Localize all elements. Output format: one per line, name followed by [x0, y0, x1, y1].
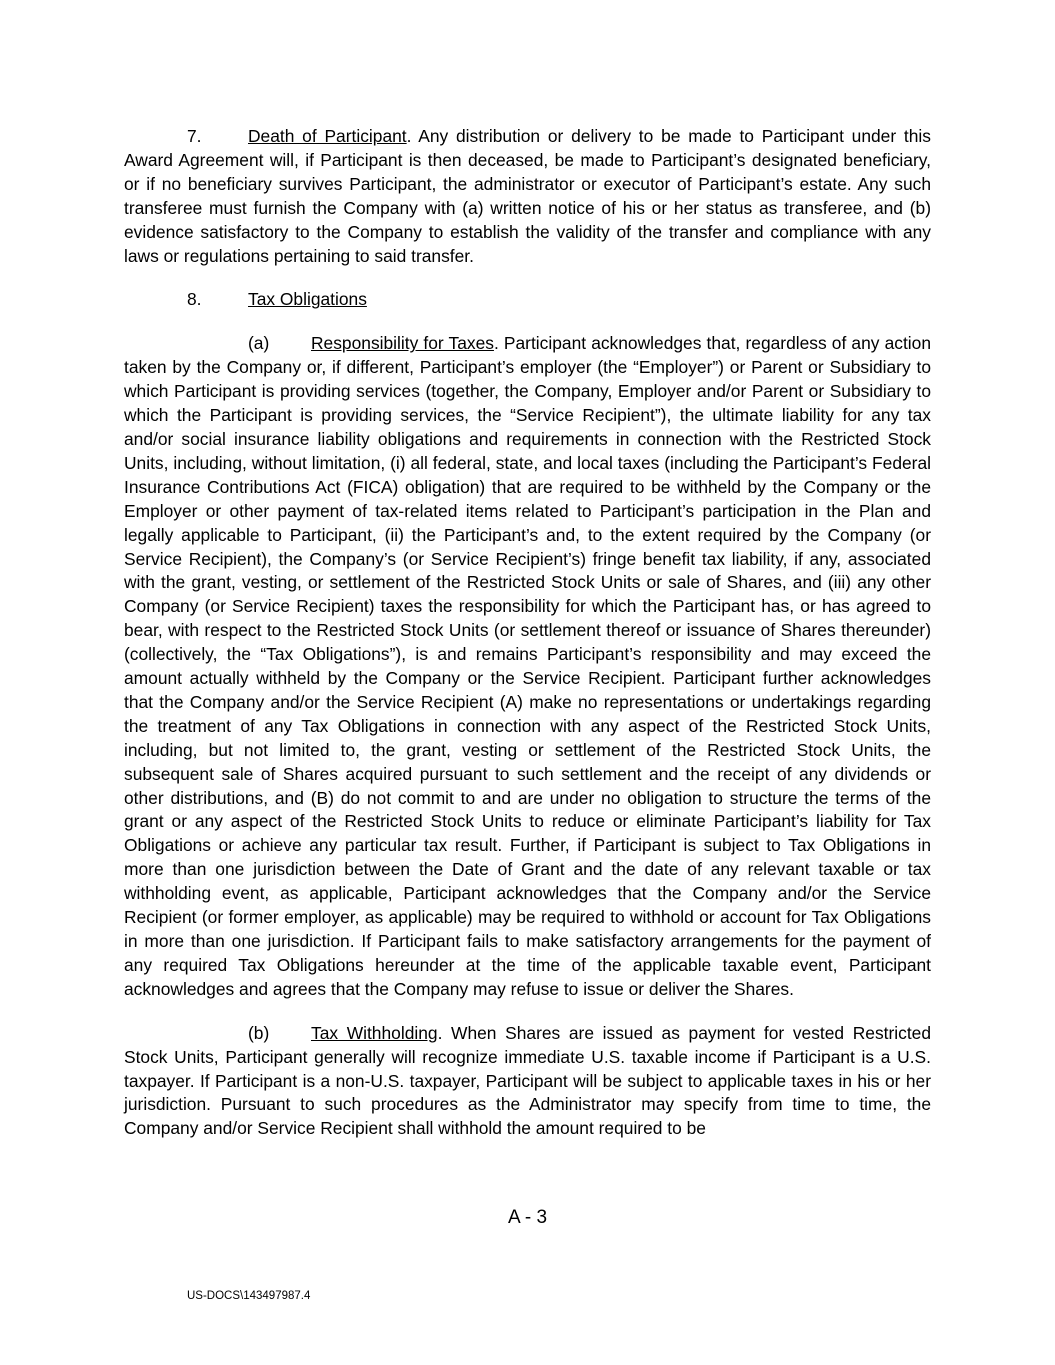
section-8b-text: . When Shares are issued as payment for vested Restricted Stock Units, Participant generally will recognize immediate U.S. taxable income if Participant is a U.S. taxpayer. If Participant is a non-U.S. taxpayer, Participant will be subject to applicable taxes in his or her jurisdiction. Pursuant to such procedures as the Administrator may specify from time to time, the Company and/or Service Recipient shall withhold the amount required to be — [124, 1022, 931, 1139]
document-body — [124, 125, 931, 1161]
section-8b-label: (b) — [248, 1022, 270, 1043]
section-8a-text: . Participant acknowledges that, regardless of any action taken by the Company or, if different, Participant’s employer (the “Employer”) or Parent or Subsidiary to which Participant is providing services (together, the Company, Employer and/or Parent or Subsidiary to which the Participant is providing services, the “Service Recipient”), the ultimate liability for any tax and/or social insurance liability obligations and requirements in connection with the Restricted Stock Units, including, without limitation, (i) all federal, state, and local taxes (including the Participant’s Federal Insurance Contributions Act (FICA) obligation) that are required to be withheld by the Company or the Employer or other payment of tax-related items related to Participant’s participation in the Plan and legally applicable to Participant, (ii) the Participant’s and, to the extent required by the Company (or Service Recipient), the Company’s (or Service Recipient’s) fringe benefit tax liability, if any, associated with the grant, vesting, or settlement of the Restricted Stock Units or sale of Shares, and (iii) any other Company (or Service Recipient) taxes the responsibility for which the Participant has, or has agreed to bear, with respect to the Restricted Stock Units (or settlement thereof or issuance of Shares thereunder) (collectively, the “Tax Obligations”), is and remains Participant’s responsibility and may exceed the amount actually withheld by the Company or the Service Recipient. Participant further acknowledges that the Company and/or the Service Recipient (A) make no representations or undertakings regarding the treatment of any Tax Obligations in connection with any aspect of the Restricted Stock Units, including, but not limited to, the grant, vesting or settlement of the Restricted Stock Units, the subsequent sale of Shares acquired pursuant to such settlement and the receipt of any dividends or other distributions, and (B) do not commit to and are under no obligation to structure the terms of the grant or any aspect of the Restricted Stock Units to reduce or eliminate Participant’s liability for Tax Obligations or achieve any particular tax result. Further, if Participant is subject to Tax Obligations in more than one jurisdiction between the Date of Grant and the date of any relevant taxable or tax withholding event, as applicable, Participant acknowledges that the Company and/or the Service Recipient (or former employer, as applicable) may be required to withhold or account for Tax Obligations in more than one jurisdiction. If Participant fails to make satisfactory arrangements for the payment of any required Tax Obligations hereunder at the time of the applicable taxable event, Participant acknowledges and agrees that the Company may refuse to issue or deliver the Shares. — [124, 333, 931, 999]
section-7-paragraph — [124, 125, 931, 268]
document-id: US-DOCS\143497987.4 — [187, 1290, 311, 1302]
section-8b-paragraph — [124, 1022, 931, 1142]
section-7-text: . Any distribution or delivery to be made to Participant under this Award Agreement will, if Participant is then deceased, be made to Participant’s designated beneficiary, or if no beneficiary survives Participant, the administrator or executor of Participant’s estate. Any such transferee must furnish the Company with (a) written notice of his or her status as transferee, and (b) evidence satisfactory to the Company to establish the validity of the transfer and compliance with any laws or regulations pertaining to said transfer. — [124, 126, 931, 266]
page-number: A - 3 — [507, 1207, 548, 1228]
section-8a-title: Responsibility for Taxes — [311, 333, 494, 354]
section-8-number: 8. — [187, 289, 202, 310]
section-7-title: Death of Participant — [248, 126, 407, 146]
section-8a-paragraph — [124, 332, 931, 1001]
section-8-title: Tax Obligations — [248, 289, 367, 310]
section-8b-title: Tax Withholding — [311, 1022, 438, 1043]
section-7-number: 7. — [187, 126, 202, 146]
section-8-heading — [124, 288, 931, 312]
section-8a-label: (a) — [248, 333, 270, 354]
